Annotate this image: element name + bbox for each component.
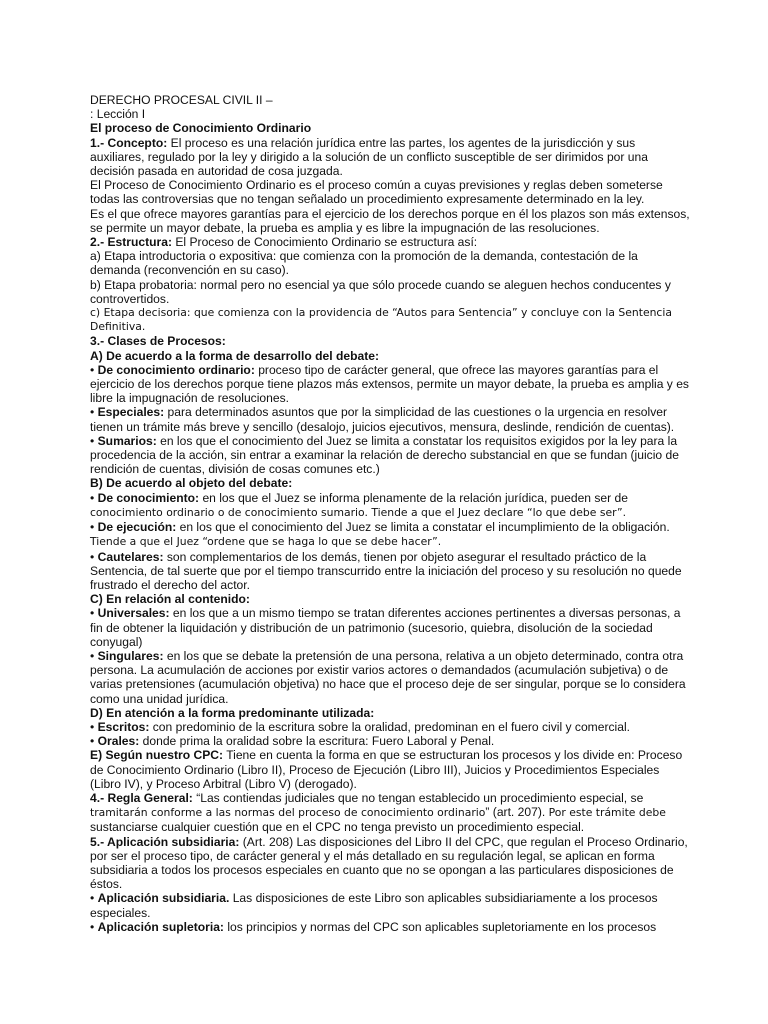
subsection-a: A) De acuerdo a la forma de desarrollo del debate: bbox=[90, 348, 379, 363]
lesson-label: : Lección I bbox=[90, 107, 146, 122]
list-item: • Aplicación supletoria: los principios y normas del CPC son aplicables supletoriamente en los procesos bbox=[90, 919, 657, 934]
list-item: • Orales: donde prima la oralidad sobre la escritura: Fuero Laboral y Penal. bbox=[90, 734, 495, 749]
regla-general: 4.- Regla General: “Las contiendas judiciales que no tengan establecido un procedimiento especial, se tramitarán conforme a las normas del proceso de conocimiento ordinario” (art. 207). Por este trámite debe sustanciarse cualquier cuestión que en el CPC no tenga previsto un procedimiento especial. bbox=[90, 790, 666, 835]
list-item: • Cautelares: son complementarios de los demás, tienen por objeto asegurar el resultado práctico de la Sentencia, de tal suerte que por el tiempo transcurrido entre la iniciación del proceso y su resolución no quede frustrado el derecho del actor. bbox=[90, 549, 682, 592]
subsection-e: E) Según nuestro CPC: Tiene en cuenta la forma en que se estructuran los procesos y los divide en: Proceso de Conocimiento Ordinario (Libro II), Proceso de Ejecución (Libro III), Juicios y Procedimientos Especiales (Libro IV), y Proceso Arbitral (Libro V) (derogado). bbox=[90, 748, 683, 791]
list-item: • De conocimiento: en los que el Juez se informa plenamente de la relación jurídica, pueden ser de conocimiento ordinario o de conocimiento sumario. Tiende a que el Juez declare “lo que debe ser”. bbox=[90, 490, 628, 519]
etapa-c: c) Etapa decisoria: que comienza con la providencia de “Autos para Sentencia” y concluye con la Sentencia Definitiva. bbox=[90, 306, 672, 334]
etapa-b: b) Etapa probatoria: normal pero no esencial ya que sólo procede cuando se aleguen hechos conducentes y controvertidos. bbox=[90, 277, 671, 306]
section-heading: El proceso de Conocimiento Ordinario bbox=[90, 121, 312, 136]
document-page bbox=[90, 93, 690, 934]
list-item: • De conocimiento ordinario: proceso tipo de carácter general, que ofrece las mayores garantías para el ejercicio de los derechos porque tiene plazos más extensos, permite un mayor debate, la prueba es amplia y es libre la impugnación de resoluciones. bbox=[90, 362, 689, 406]
doc-title: DERECHO PROCESAL CIVIL II – bbox=[90, 93, 273, 107]
list-item: • Aplicación subsidiaria. Las disposiciones de este Libro son aplicables subsidiariamente a los procesos especiales. bbox=[90, 891, 658, 920]
list-item: • Singulares: en los que se debate la pretensión de una persona, relativa a un objeto determinado, contra otra persona. La acumulación de acciones por existir varios actores o demandados (acumulación subjetiva) o de varias pretensiones (acumulación objetiva) no hace que el proceso deje de ser singular, porque se lo considera como una unidad jurídica. bbox=[90, 648, 686, 706]
estructura-paragraph: 2.- Estructura: El Proceso de Conocimiento Ordinario se estructura así: bbox=[90, 235, 478, 250]
paragraph: El Proceso de Conocimiento Ordinario es el proceso común a cuyas previsiones y reglas deben someterse todas las controversias que no tengan señalado un procedimiento expresamente determinado en la ley. bbox=[90, 178, 663, 207]
subsection-d: D) En atención a la forma predominante utilizada: bbox=[90, 705, 375, 720]
list-item: • Universales: en los que a un mismo tiempo se tratan diferentes acciones pertinentes a diversas personas, a fin de obtener la liquidación y distribución de un patrimonio (sucesorio, quiebra, disolución de la sociedad conyugal) bbox=[90, 606, 681, 649]
list-item: • Sumarios: en los que el conocimiento del Juez se limita a constatar los requisitos exigidos por la ley para la procedencia de la acción, sin entrar a examinar la relación de derecho substancial en que se fundan (juicio de rendición de cuentas, división de cosas comunes etc.) bbox=[90, 433, 679, 477]
clases-heading: 3.- Clases de Procesos: bbox=[90, 334, 226, 349]
list-item: • Especiales: para determinados asuntos que por la simplicidad de las cuestiones o la urgencia en resolver tienen un trámite más breve y sencillo (desalojo, juicios ejecutivos, mensura, deslinde, rendición de cuentas). bbox=[90, 405, 675, 434]
list-item: • Escritos: con predominio de la escritura sobre la oralidad, predominan en el fuero civil y comercial. bbox=[90, 719, 631, 734]
subsection-b: B) De acuerdo al objeto del debate: bbox=[90, 476, 293, 491]
concepto-paragraph: 1.- Concepto: El proceso es una relación jurídica entre las partes, los agentes de la jurisdicción y sus auxiliares, regulado por la ley y dirigido a la solución de un conflicto susceptible de ser dirimidos por una decisión pasada en autoridad de cosa juzgada. bbox=[90, 135, 648, 179]
etapa-a: a) Etapa introductoria o expositiva: que comienza con la promoción de la demanda, contestación de la demanda (reconvención en su caso). bbox=[90, 249, 638, 278]
list-item: • De ejecución: en los que el conocimiento del Juez se limita a constatar el incumplimiento de la obligación. Tiende a que el Juez “ordene que se haga lo que se debe hacer”. bbox=[90, 520, 670, 549]
aplicacion-subsidiaria-paragraph: 5.- Aplicación subsidiaria: (Art. 208) Las disposiciones del Libro II del CPC, que regulan el Proceso Ordinario, por ser el proceso tipo, de carácter general y el más detallado en su regulación legal, se aplican en forma subsidiaria a todos los procesos especiales en cuanto que no se opongan a las particulares disposiciones de éstos. bbox=[90, 834, 688, 892]
paragraph: Es el que ofrece mayores garantías para el ejercicio de los derechos porque en él los plazos son más extensos, se permite un mayor debate, la prueba es amplia y es libre la impugnación de las resoluciones. bbox=[90, 206, 690, 235]
subsection-c: C) En relación al contenido: bbox=[90, 592, 250, 607]
